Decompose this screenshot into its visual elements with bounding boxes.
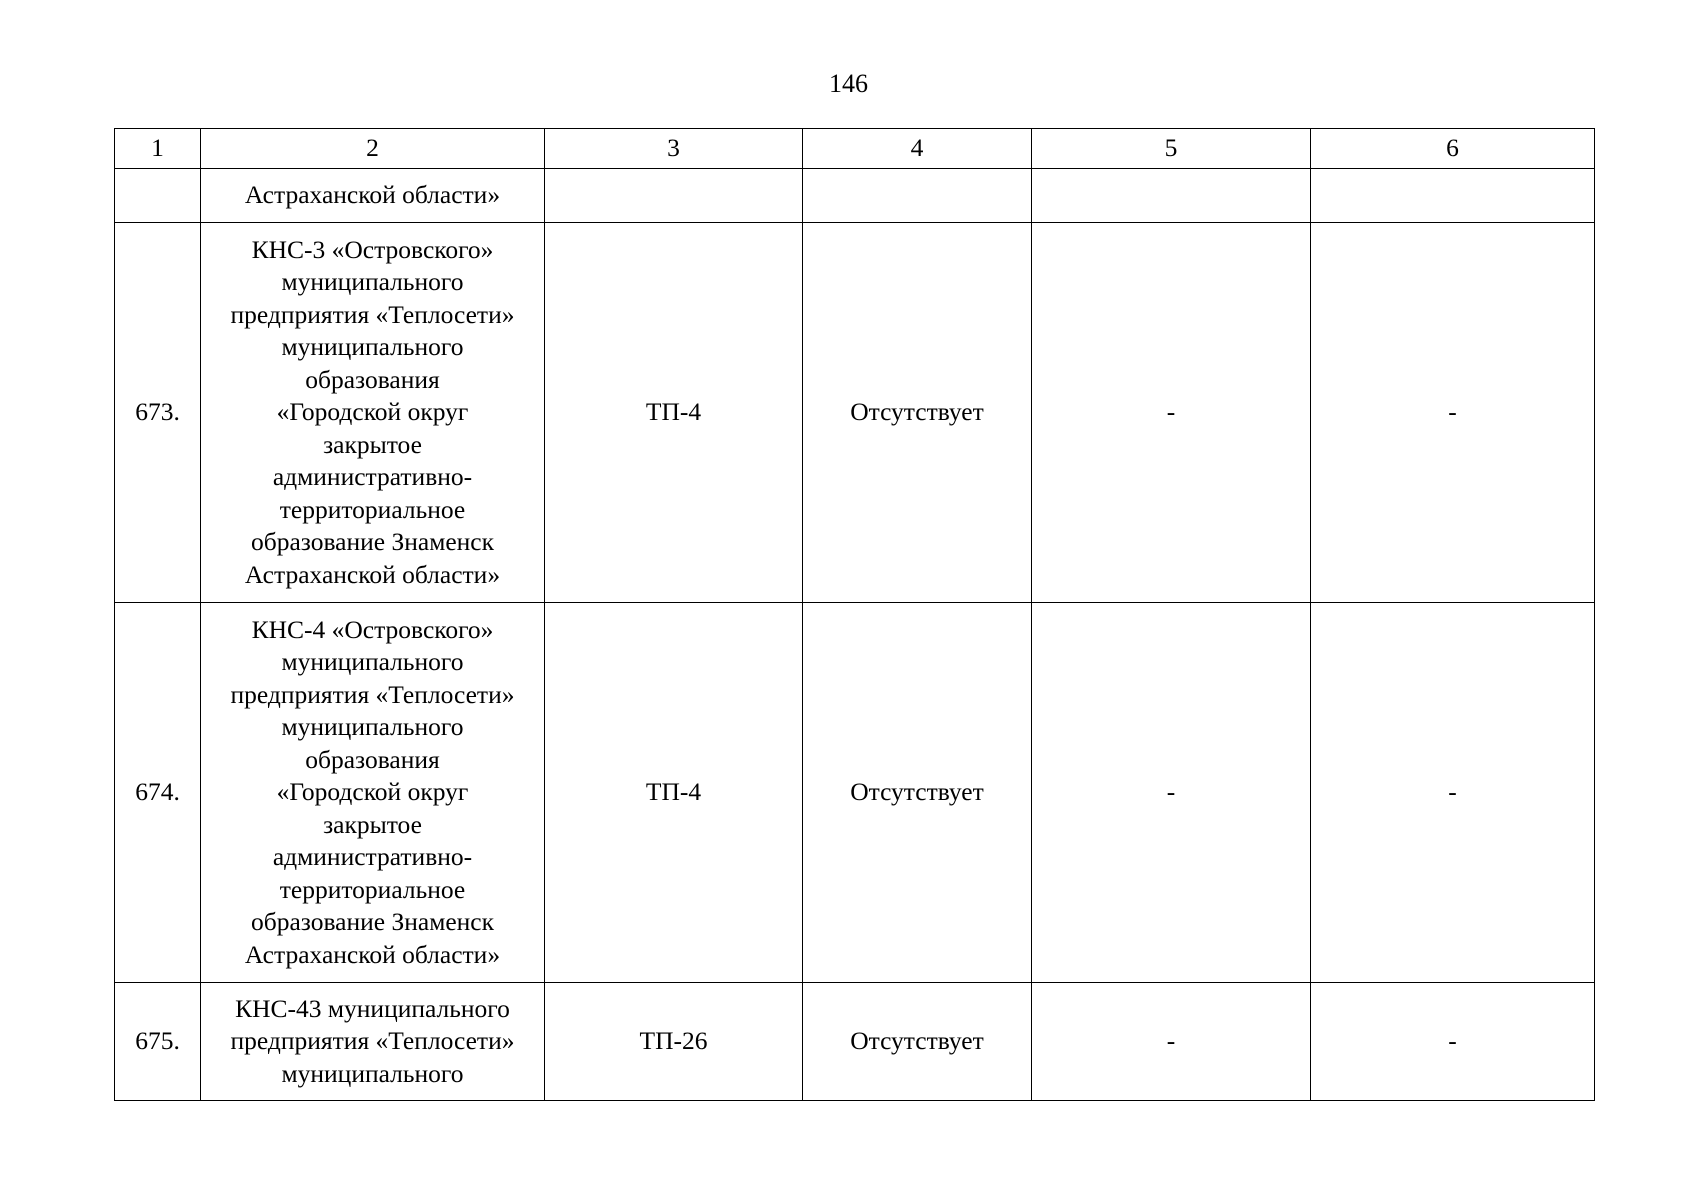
object-name-line: муниципального: [281, 267, 464, 297]
object-name-line: территориальное: [279, 494, 466, 524]
object-name-cell: [201, 983, 545, 1101]
row-number-cell: 673.: [115, 223, 201, 603]
table-row: [115, 223, 1595, 603]
col5-cell: -: [1032, 603, 1311, 983]
col5-cell: -: [1032, 223, 1311, 603]
col3-cell: [545, 169, 803, 223]
object-name-line: КНС-43 муниципального: [235, 993, 510, 1023]
object-name-line: предприятия «Теплосети»: [230, 679, 515, 709]
header-cell: 5: [1032, 129, 1311, 169]
object-name-line: закрытое: [323, 429, 422, 459]
table-row: [115, 603, 1595, 983]
object-name-line: закрытое: [323, 809, 422, 839]
object-name-line: муниципального: [281, 1058, 464, 1088]
col5-cell: -: [1032, 983, 1311, 1101]
object-name-line: образования: [305, 744, 440, 774]
object-name-line: административно-: [272, 842, 473, 872]
object-name-line: административно-: [272, 462, 473, 492]
status-cell: Отсутствует: [803, 603, 1032, 983]
page-number: 146: [829, 69, 868, 98]
header-cell: 1: [115, 129, 201, 169]
substation-cell: ТП-4: [545, 603, 803, 983]
substation-cell: ТП-26: [545, 983, 803, 1101]
col6-cell: [1311, 169, 1595, 223]
object-name-line: образование Знаменск: [250, 907, 495, 937]
object-name-line: Астраханской области»: [244, 559, 501, 589]
object-name-line: предприятия «Теплосети»: [230, 1026, 515, 1056]
object-name-line: «Городской округ: [276, 397, 469, 427]
col4-cell: [803, 169, 1032, 223]
status-cell: Отсутствует: [803, 983, 1032, 1101]
object-name-line: КНС-3 «Островского»: [251, 234, 494, 264]
object-name-line: предприятия «Теплосети»: [230, 299, 515, 329]
substation-cell: ТП-4: [545, 223, 803, 603]
object-name-cell: [201, 169, 545, 223]
status-cell: Отсутствует: [803, 223, 1032, 603]
header-cell: 2: [201, 129, 545, 169]
header-cell: 4: [803, 129, 1032, 169]
header-cell: 3: [545, 129, 803, 169]
row-number-cell: 674.: [115, 603, 201, 983]
header-cell: 6: [1311, 129, 1595, 169]
row-number-cell: [115, 169, 201, 223]
col6-cell: -: [1311, 223, 1595, 603]
col6-cell: -: [1311, 983, 1595, 1101]
table-row: [115, 983, 1595, 1101]
object-name-line: территориальное: [279, 874, 466, 904]
table-row-continued: [115, 169, 1595, 223]
object-name-line: образование Знаменск: [250, 527, 495, 557]
table-header-row: [115, 129, 1595, 169]
row-number-cell: 675.: [115, 983, 201, 1101]
object-name-line: образования: [305, 364, 440, 394]
object-name-line: Астраханской области»: [244, 939, 501, 969]
col6-cell: -: [1311, 603, 1595, 983]
col5-cell: [1032, 169, 1311, 223]
object-name-line: КНС-4 «Островского»: [251, 614, 494, 644]
object-name-line: муниципального: [281, 712, 464, 742]
data-table: [114, 128, 1595, 1101]
object-name-line: муниципального: [281, 647, 464, 677]
object-name-line: муниципального: [281, 332, 464, 362]
object-name-line: Астраханской области»: [244, 180, 501, 210]
object-name-cell: [201, 223, 545, 603]
object-name-cell: [201, 603, 545, 983]
object-name-line: «Городской округ: [276, 777, 469, 807]
